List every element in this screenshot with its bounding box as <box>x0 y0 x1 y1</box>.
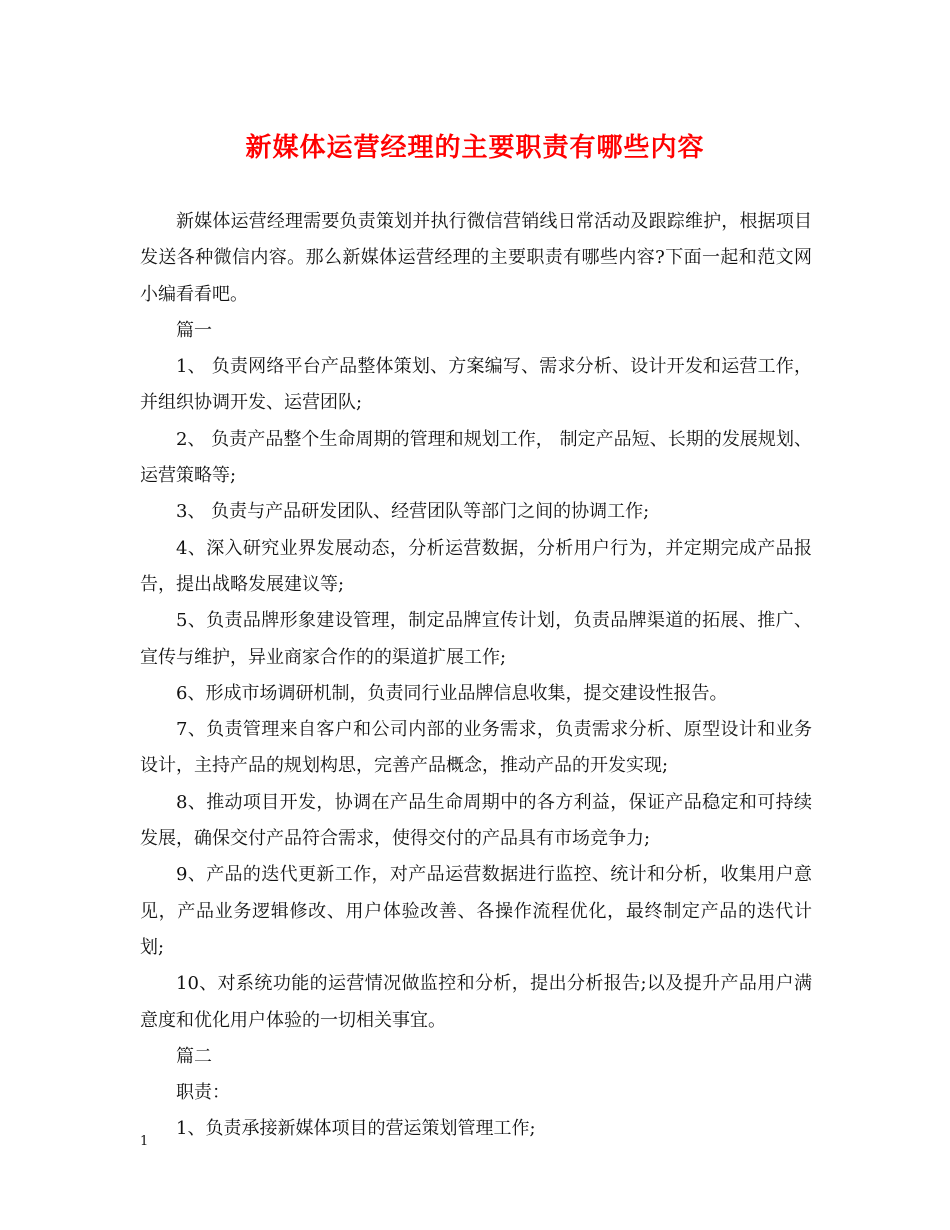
duty-item-3: 3、 负责与产品研发团队、经营团队等部门之间的协调工作; <box>176 501 650 523</box>
document-title: 新媒体运营经理的主要职责有哪些内容 <box>245 133 705 163</box>
duty-item-7: 7、负责管理来自客户和公司内部的业务需求，负责需求分析、原型设计和业务设计，主持产品的规划构思，完善产品概念，推动产品的开发实现; <box>140 719 812 777</box>
duty-item-5: 5、负责品牌形象建设管理，制定品牌宣传计划，负责品牌渠道的拓展、推广、宣传与维护，异业商家合作的的渠道扩展工作; <box>140 610 812 668</box>
duty-item-6: 6、形成市场调研机制，负责同行业品牌信息收集，提交建设性报告。 <box>176 682 728 704</box>
duty-item-9: 9、产品的迭代更新工作，对产品运营数据进行监控、统计和分析，收集用户意见，产品业务逻辑修改、用户体验改善、各操作流程优化，最终制定产品的迭代计划; <box>140 864 812 958</box>
section-heading-part-two: 篇二 <box>176 1045 212 1067</box>
duty-item-8: 8、推动项目开发，协调在产品生命周期中的各方利益，保证产品稳定和可持续发展，确保交付产品符合需求，使得交付的产品具有市场竞争力; <box>140 791 812 850</box>
duties-label: 职责： <box>176 1082 230 1104</box>
document-body <box>140 204 812 1148</box>
duty-item-10: 10、对系统功能的运营情况做监控和分析，提出分析报告;以及提升产品用户满意度和优化用户体验的一切相关事宜。 <box>140 973 812 1031</box>
intro-paragraph: 新媒体运营经理需要负责策划并执行微信营销线日常活动及跟踪维护，根据项目发送各种微信内容。那么新媒体运营经理的主要职责有哪些内容?下面一起和范文网小编看看吧。 <box>140 211 812 305</box>
duty-item-4: 4、深入研究业界发展动态，分析运营数据，分析用户行为，并定期完成产品报告，提出战略发展建议等; <box>140 537 812 595</box>
section-heading-part-one: 篇一 <box>176 319 212 341</box>
duty-item-2: 2、 负责产品整个生命周期的管理和规划工作， 制定产品短、长期的发展规划、运营策略等; <box>140 428 812 487</box>
duty-item-part-two-1: 1、负责承接新媒体项目的营运策划管理工作; <box>176 1118 536 1140</box>
duty-item-1: 1、 负责网络平台产品整体策划、方案编写、需求分析、设计开发和运营工作，并组织协调开发、运营团队; <box>140 356 812 414</box>
page-number: 1 <box>140 1134 149 1149</box>
